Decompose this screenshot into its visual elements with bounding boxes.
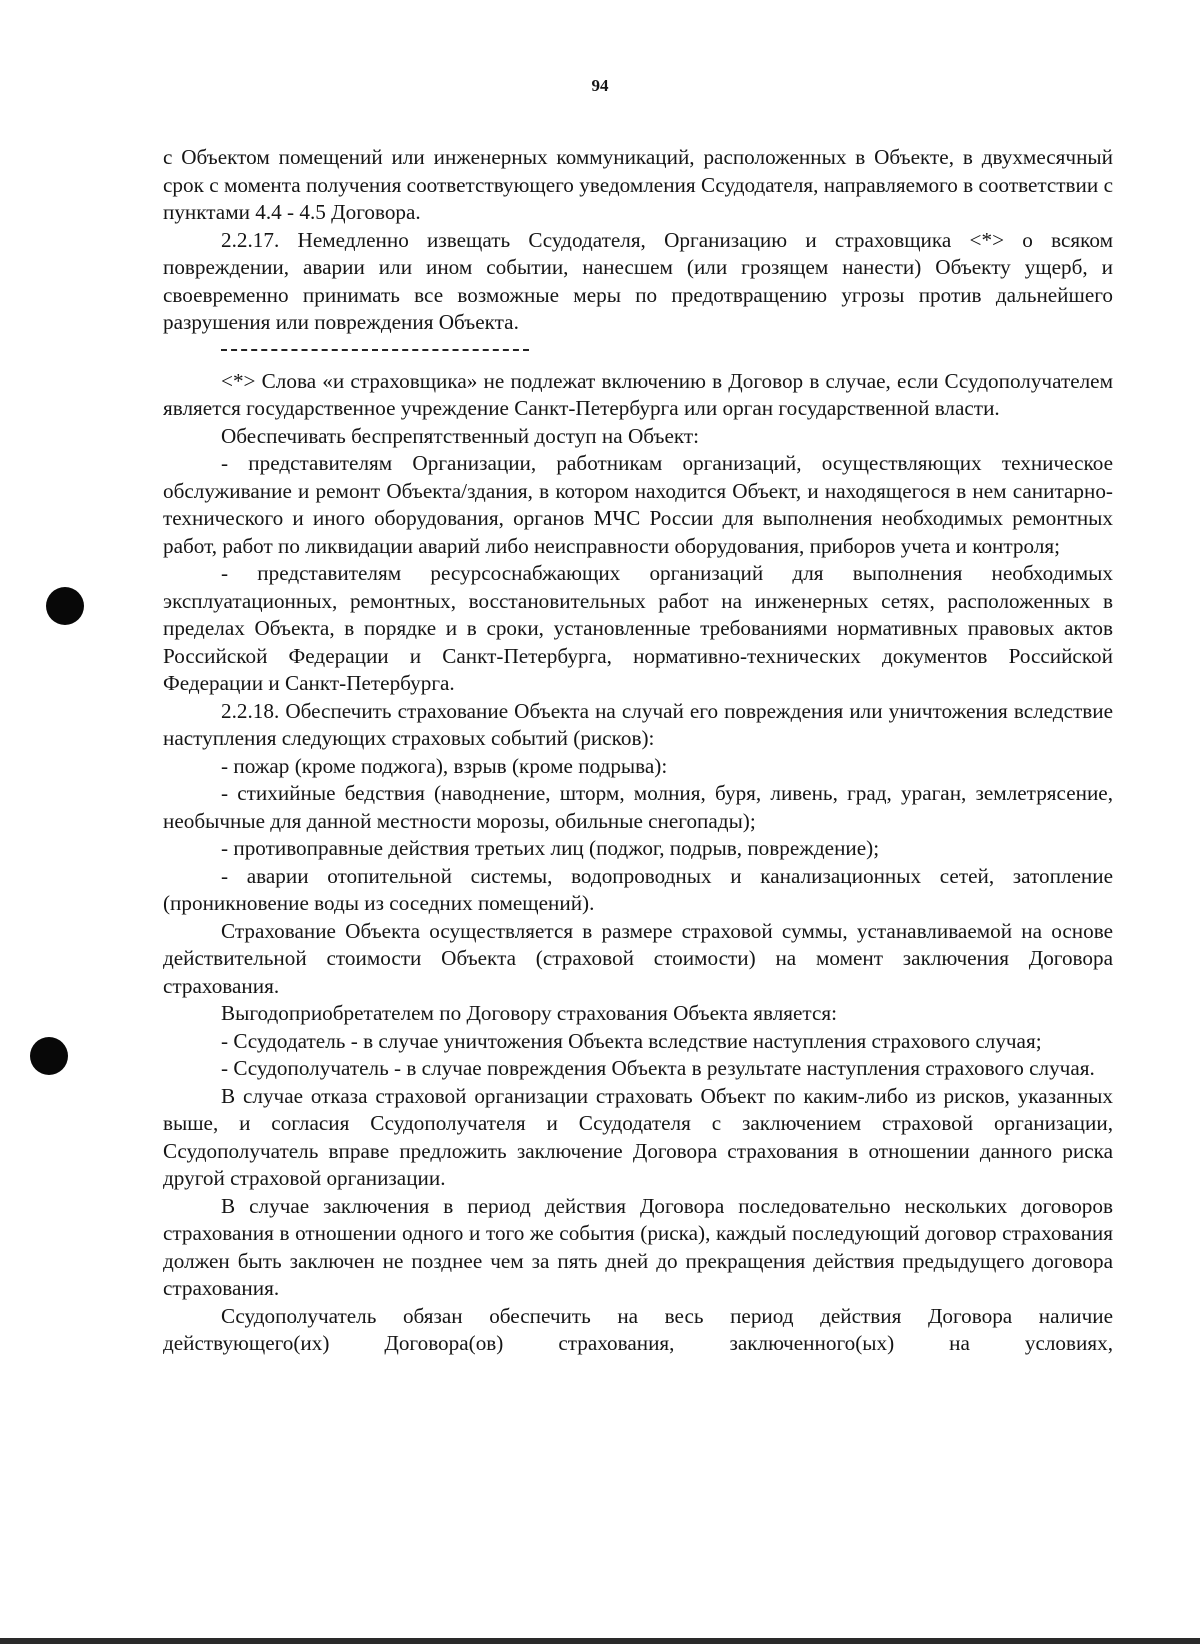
scan-bottom-edge — [0, 1638, 1200, 1644]
paragraph: В случае заключения в период действия Договора последовательно нескольких договоров страхования в отношении одного и того же события (риска), каждый последующий договор страхования должен быть заключен не позднее чем за пять дней до прекращения действия предыдущего договора страхования. — [163, 1193, 1113, 1300]
document-body — [163, 144, 1113, 1358]
paragraph: Выгодоприобретателем по Договору страхования Объекта является: — [221, 1001, 837, 1025]
footnote-separator — [221, 349, 529, 351]
list-item: - стихийные бедствия (наводнение, шторм, молния, буря, ливень, град, ураган, землетрясение, необычные для данной местности морозы, обильные снегопады); — [163, 781, 1113, 833]
punch-hole-mark — [46, 587, 84, 625]
clause-2-2-17: 2.2.17. Немедленно извещать Ссудодателя, Организацию и страховщика <*> о всяком повреждении, аварии или ином событии, нанесшем (или грозящем нанести) Объекту ущерб, и своевременно принимать все возможные меры по предотвращению угрозы против дальнейшего разрушения или повреждения Объекта. — [163, 227, 1113, 334]
list-item: - Ссудополучатель - в случае повреждения Объекта в результате наступления страхового случая. — [221, 1056, 1095, 1080]
footnote-text: <*> Слова «и страховщика» не подлежат включению в Договор в случае, если Ссудополучателем является государственное учреждение Санкт-Петербурга или орган государственной власти. — [163, 368, 1113, 420]
paragraph: с Объектом помещений или инженерных коммуникаций, расположенных в Объекте, в двухмесячный срок с момента получения соответствующего уведомления Ссудодателя, направляемого в соответствии с пунктами 4.4 - 4.5 Договора. — [163, 145, 1113, 224]
list-item: - представителям ресурсоснабжающих организаций для выполнения необходимых эксплуатационных, ремонтных, восстановительных работ на инженерных сетях, расположенных в пределах Объекта, в порядке и в сроки, установленные требованиями нормативных правовых актов Российской Федерации и Санкт-Петербурга, нормативно-технических документов Российской Федерации и Санкт-Петербурга. — [163, 561, 1113, 695]
list-item: - пожар (кроме поджога), взрыв (кроме подрыва): — [221, 753, 668, 778]
paragraph: Страхование Объекта осуществляется в размере страховой суммы, устанавливаемой на основе действительной стоимости Объекта (страховой стоимости) на момент заключения Договора страхования. — [163, 918, 1113, 998]
paragraph: Обеспечивать беспрепятственный доступ на Объект: — [221, 423, 700, 448]
list-item: - представителям Организации, работникам организаций, осуществляющих техническое обслуживание и ремонт Объекта/здания, в котором находится Объект, и находящегося в нем санитарно-технического и иного оборудования, органов МЧС России для выполнения необходимых ремонтных работ, работ по ликвидации аварий либо неисправности оборудования, приборов учета и контроля; — [163, 451, 1113, 558]
list-item: - аварии отопительной системы, водопроводных и канализационных сетей, затопление (проникновение воды из соседних помещений). — [163, 863, 1113, 915]
paragraph: В случае отказа страховой организации страховать Объект по каким-либо из рисков, указанных выше, и согласия Ссудополучателя и Ссудодателя с заключением страховой организации, Ссудополучатель вправе предложить заключение Договора страхования в отношении данного риска другой страховой организации. — [163, 1083, 1113, 1190]
clause-2-2-18: 2.2.18. Обеспечить страхование Объекта на случай его повреждения или уничтожения вследствие наступления следующих страховых событий (рисков): — [163, 698, 1113, 750]
list-item: - Ссудодатель - в случае уничтожения Объекта вследствие наступления страхового случая; — [221, 1028, 1042, 1053]
list-item: - противоправные действия третьих лиц (поджог, подрыв, повреждение); — [221, 836, 880, 860]
punch-hole-mark — [30, 1037, 68, 1075]
paragraph: Ссудополучатель обязан обеспечить на весь период действия Договора наличие действующего(их) Договора(ов) страхования, заключенного(ых) на условиях, — [163, 1303, 1113, 1355]
page-number: 94 — [591, 76, 609, 95]
